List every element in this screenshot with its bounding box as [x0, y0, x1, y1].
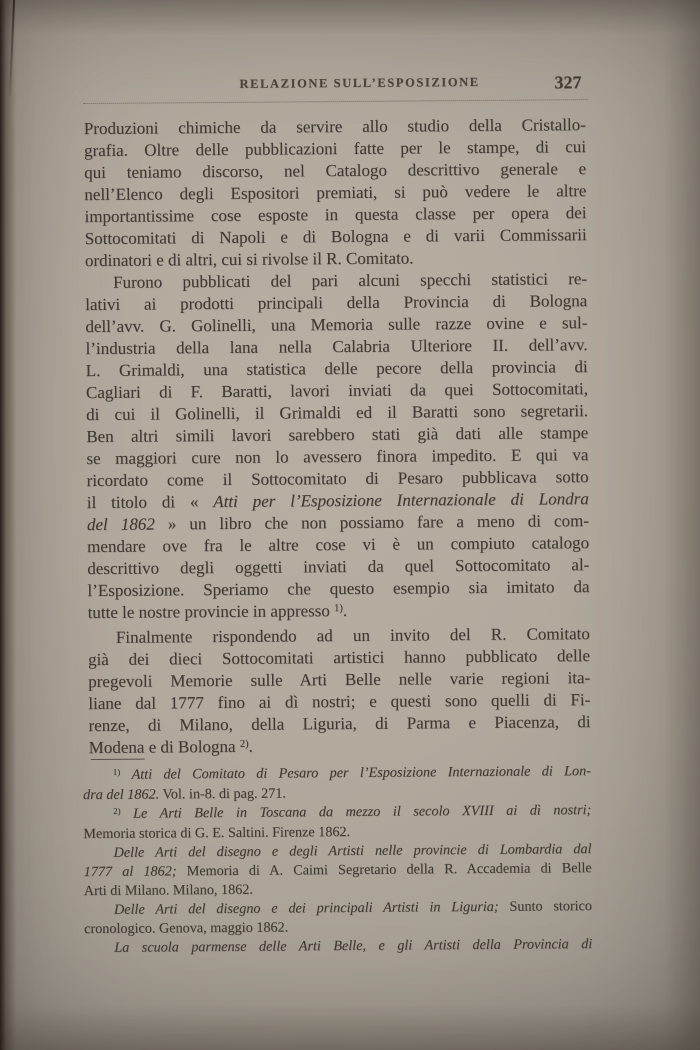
footnote-line — [83, 801, 591, 825]
text-segment: L. Grimaldi, una statistica delle pecore della provincia di — [85, 357, 588, 381]
text-segment: La scuola parmense delle Arti Belle, e gli Artisti della Provincia di — [114, 936, 593, 956]
text-segment: Arti di Milano. Milano, 1862. — [83, 881, 253, 900]
footnote-line — [84, 897, 592, 920]
text-segment — [121, 806, 134, 822]
text-segment: grafia. Oltre delle pubblicazioni fatte per le stampe, di cui — [83, 137, 587, 161]
footnote-line — [84, 859, 592, 882]
text-segment: l’Esposizione. Speriamo che questo esempio sia imitato da — [87, 577, 590, 601]
text-segment: importantissime cose esposte in questa classe per opera dei — [84, 203, 587, 227]
text-segment: Atti per l’Esposizione Internazionale di Londra — [213, 489, 589, 512]
footnotes-block — [83, 762, 592, 958]
body-text-line — [88, 711, 590, 737]
text-segment: . — [342, 601, 348, 621]
footnote-line — [83, 762, 591, 786]
text-segment: renze, di Milano, della Liguria, di Parma e Piacenza, di — [88, 712, 591, 736]
running-header — [83, 72, 585, 96]
text-segment: Furono pubblicati del pari alcuni specchi statistici re- — [112, 269, 588, 292]
body-text-line — [85, 224, 587, 250]
text-segment: mendare ove fra le altre cose vi è un compiuto catalogo — [87, 533, 590, 557]
text-segment: lativi ai prodotti principali della Provincia di Bologna — [85, 291, 588, 315]
footnote-marker: 2) — [239, 739, 249, 751]
text-segment: qui teniamo discorso, nel Catalogo descrittivo generale e — [84, 159, 587, 183]
text-segment: Atti del Comitato di Pesaro per l’Esposizione Internazionale di Lon- — [131, 763, 592, 783]
text-segment: ordinatori e di altri, cui si rivolse il R. Comitato. — [84, 248, 414, 271]
page-number: 327 — [554, 72, 582, 93]
text-segment: . — [248, 736, 253, 756]
text-segment: » un libro che non possiamo fare a meno di com- — [154, 511, 590, 534]
text-segment: Finalmente rispondendo ad un invito del R. Comitato — [115, 624, 590, 647]
body-text-line — [87, 576, 589, 602]
text-segment: del 1862 — [86, 514, 155, 535]
text-segment: Sottocomitati di Napoli e di Bologna e di varii Commissarii — [84, 225, 587, 249]
text-segment: Vol. in-8. di pag. 271. — [159, 785, 286, 803]
text-segment: Memoria storica di G. E. Saltini. Firenze 1862. — [83, 824, 351, 843]
text-segment: pregevoli Memorie sulle Arti Belle nelle varie regioni ita- — [88, 668, 591, 692]
text-segment: se maggiori cure non lo avessero finora impedito. E qui va — [86, 445, 589, 469]
text-segment: Cagliari di F. Baratti, lavori inviati da quei Sottocomitati, — [85, 379, 588, 403]
text-segment: Delle Arti del disegno e degli Artisti nelle provincie di Lombardia dal — [113, 841, 592, 861]
text-segment: ricordato come il Sottocomitato di Pesaro pubblicava sotto — [86, 467, 589, 491]
text-segment: il titolo di « — [86, 492, 214, 513]
text-segment: già dei dieci Sottocomitati artistici hanno pubblicato delle — [87, 646, 591, 670]
text-segment: di cui il Golinelli, il Grimaldi ed il Baratti sono segretarii. — [86, 401, 589, 425]
text-segment: dra del 1862. — [83, 786, 160, 804]
text-segment: Sunto storico — [498, 898, 593, 915]
body-text-block — [84, 114, 591, 762]
text-segment: Le Arti Belle in Toscana da mezzo il secolo XVIII ai dì nostri; — [133, 802, 592, 822]
header-divider-rule — [84, 99, 588, 104]
footnote-marker: 2) — [113, 805, 121, 816]
text-segment: nell’Elenco degli Espositori premiati, si può vedere le altre — [84, 181, 587, 205]
text-segment: tutte le nostre provincie in appresso — [87, 601, 335, 623]
footnote-line — [84, 935, 592, 958]
text-segment — [120, 767, 131, 783]
running-title: RELAZIONE SULL’ESPOSIZIONE — [239, 74, 480, 91]
text-segment: Delle Arti del disegno e dei principali Artisti in Liguria; — [113, 898, 499, 918]
footnote-marker: 1) — [334, 603, 343, 615]
text-segment: dell’avv. G. Golinelli, una Memoria sulle razze ovine e sul- — [85, 313, 588, 337]
text-segment: descrittivo degli oggetti inviati da quel Sottocomitato al- — [87, 555, 590, 579]
text-segment: Modena e di Bologna — [88, 736, 240, 758]
text-segment: cronologico. Genova, maggio 1862. — [84, 919, 289, 938]
text-segment: 1777 al 1862; — [83, 863, 177, 881]
text-segment: Ben altri simili lavori sarebbero stati già dati alle stampe — [86, 423, 589, 447]
footnote-marker: 1) — [112, 766, 121, 777]
text-segment: Produzioni chimiche da servire allo studio della Cristallo- — [83, 115, 586, 139]
text-segment: Memoria di A. Caimi Segretario della R. Accademia di Belle — [176, 860, 592, 880]
text-segment: liane dal 1777 fino ai dì nostri; e questi sono quelli di Fi- — [88, 690, 591, 714]
body-text-line — [89, 733, 591, 762]
text-segment: l’industria della lana nella Calabria Ulteriore II. dell’avv. — [85, 335, 588, 359]
